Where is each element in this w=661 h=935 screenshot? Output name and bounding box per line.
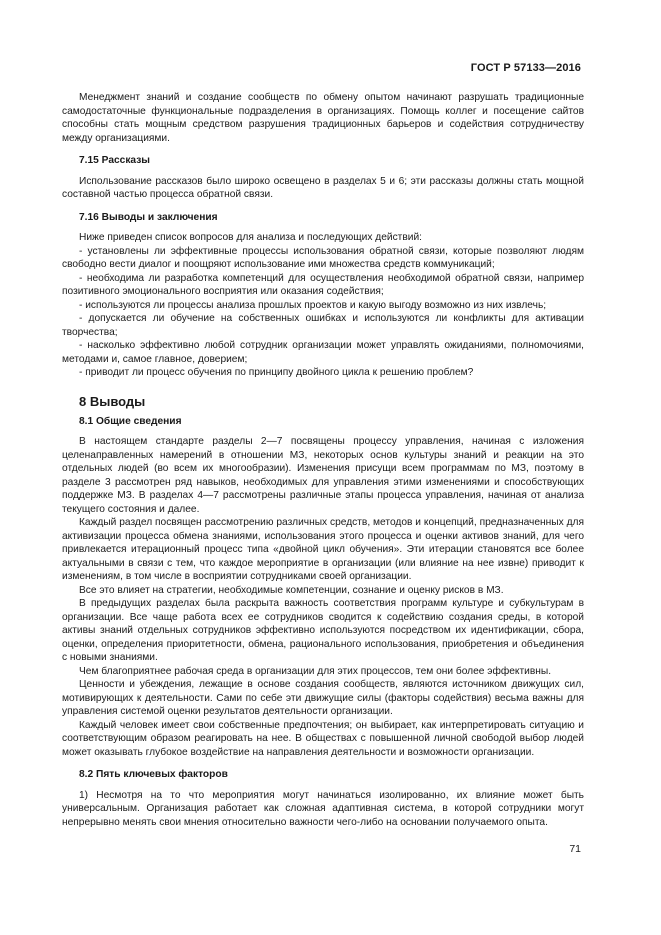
page-number: 71	[569, 843, 581, 855]
list-item: - используются ли процессы анализа прошлых проектов и какую выгоду возможно из них извлечь;	[79, 299, 547, 311]
section-8-1-paragraph: В настоящем стандарте разделы 2—7 посвящены процессу управления, начиная с изложения целенаправленных намерений в отношении МЗ, некоторых основ культуры знаний и реакции на это отдельных людей (во всем их многообразии). Изменения присущи всем программам по МЗ, поэтому в разделе 3 рассмотрен ряд навыков, необходимых для управления этими изменениями и способствующих поддержке МЗ. В разделах 4—7 рассмотрены различные этапы процесса управления, начиная от анализа текущего состояния и далее.	[62, 436, 584, 515]
intro-paragraph: Менеджмент знаний и создание сообществ по обмену опытом начинают разрушать традиционные самодостаточные функциональные подразделения в организациях. Помощь коллег и посещение сайтов способны стать мощным средством разрушения традиционных барьеров и содействия сотрудничеству между организациями.	[62, 92, 584, 144]
section-8-1-paragraph: В предыдущих разделах была раскрыта важность соответствия программ культуре и субкультурам в организации. Все чаще работа всех ее сотрудников сводится к содействию создания среды, в которой активы знаний отдельных сотрудников эффективно используются посредством их идентификации, сбора, оценки, определения приоритетности, обмена, рационального использования, приобретения и объединения с новыми знаниями.	[62, 598, 584, 663]
section-8-heading: 8 Выводы	[79, 393, 146, 409]
list-item: - приводит ли процесс обучения по принципу двойного цикла к решению проблем?	[79, 367, 474, 378]
page-content	[62, 91, 584, 829]
section-8-1-paragraph: Ценности и убеждения, лежащие в основе создания сообществ, являются источником движущих сил, мотивирующих к деятельности. Сами по себе эти движущие силы (факторы содействия) весьма важны для управления системой оценки результатов деятельности организации.	[62, 679, 584, 717]
section-8-2-heading: 8.2 Пять ключевых факторов	[79, 769, 228, 780]
section-8-1-heading: 8.1 Общие сведения	[79, 415, 182, 427]
section-7-16-heading: 7.16 Выводы и заключения	[79, 211, 218, 223]
section-7-15-paragraph: Использование рассказов было широко освещено в разделах 5 и 6; эти рассказы должны стать мощной составной частью процесса обратной связи.	[62, 175, 584, 200]
section-7-16-lead: Ниже приведен список вопросов для анализа и последующих действий:	[79, 232, 422, 243]
list-item: - необходима ли разработка компетенций для осуществления необходимой обратной связи, например позитивного эмоционального восприятия или оказания содействия;	[62, 272, 584, 297]
section-8-2-paragraph: 1) Несмотря на то что мероприятия могут начинаться изолированно, их влияние может быть универсальным. Организация работает как сложная адаптивная система, в которой сотрудники могут непрерывно менять свои мнения относительно важности чего-либо на основании получаемого опыта.	[62, 789, 584, 828]
section-8-1-paragraph: Каждый человек имеет свои собственные предпочтения; он выбирает, как интерпретировать ситуацию и соответствующим образом реагировать на нее. В обществах с повышенной личной свободой выбор людей может оказывать глубокое воздействие на направления деятельности и возможности организации.	[62, 719, 584, 758]
list-item: - установлены ли эффективные процессы использования обратной связи, которые позволяют людям свободно вести диалог и поощряют использование ими множества средств коммуникаций;	[62, 245, 584, 270]
list-item: - насколько эффективно любой сотрудник организации может управлять ожиданиями, полномочиями, методами и, самое главное, доверием;	[62, 340, 584, 365]
section-8-1-paragraph: Каждый раздел посвящен рассмотрению различных средств, методов и концепций, предназначенных для активизации процесса обмена знаниями, использования этого процесса и оценки активов знаний, для чего привлекается итерационный процесс типа «двойной цикл обучения». Эти итерации становятся все более актуальными в связи с тем, что каждое мероприятие в организации (или влияние на нее извне) приводит к изменениям, в том числе в восприятии сотрудниками своей организации.	[62, 517, 584, 582]
list-item: - допускается ли обучение на собственных ошибках и используются ли конфликты для активации творчества;	[62, 313, 584, 338]
section-7-15-heading: 7.15 Рассказы	[79, 155, 150, 166]
standard-header: ГОСТ Р 57133—2016	[470, 62, 581, 74]
section-8-1-paragraph: Все это влияет на стратегии, необходимые компетенции, сознание и оценку рисков в МЗ.	[79, 584, 504, 596]
section-8-1-paragraph: Чем благоприятнее рабочая среда в организации для этих процессов, тем они более эффективны.	[79, 665, 552, 677]
